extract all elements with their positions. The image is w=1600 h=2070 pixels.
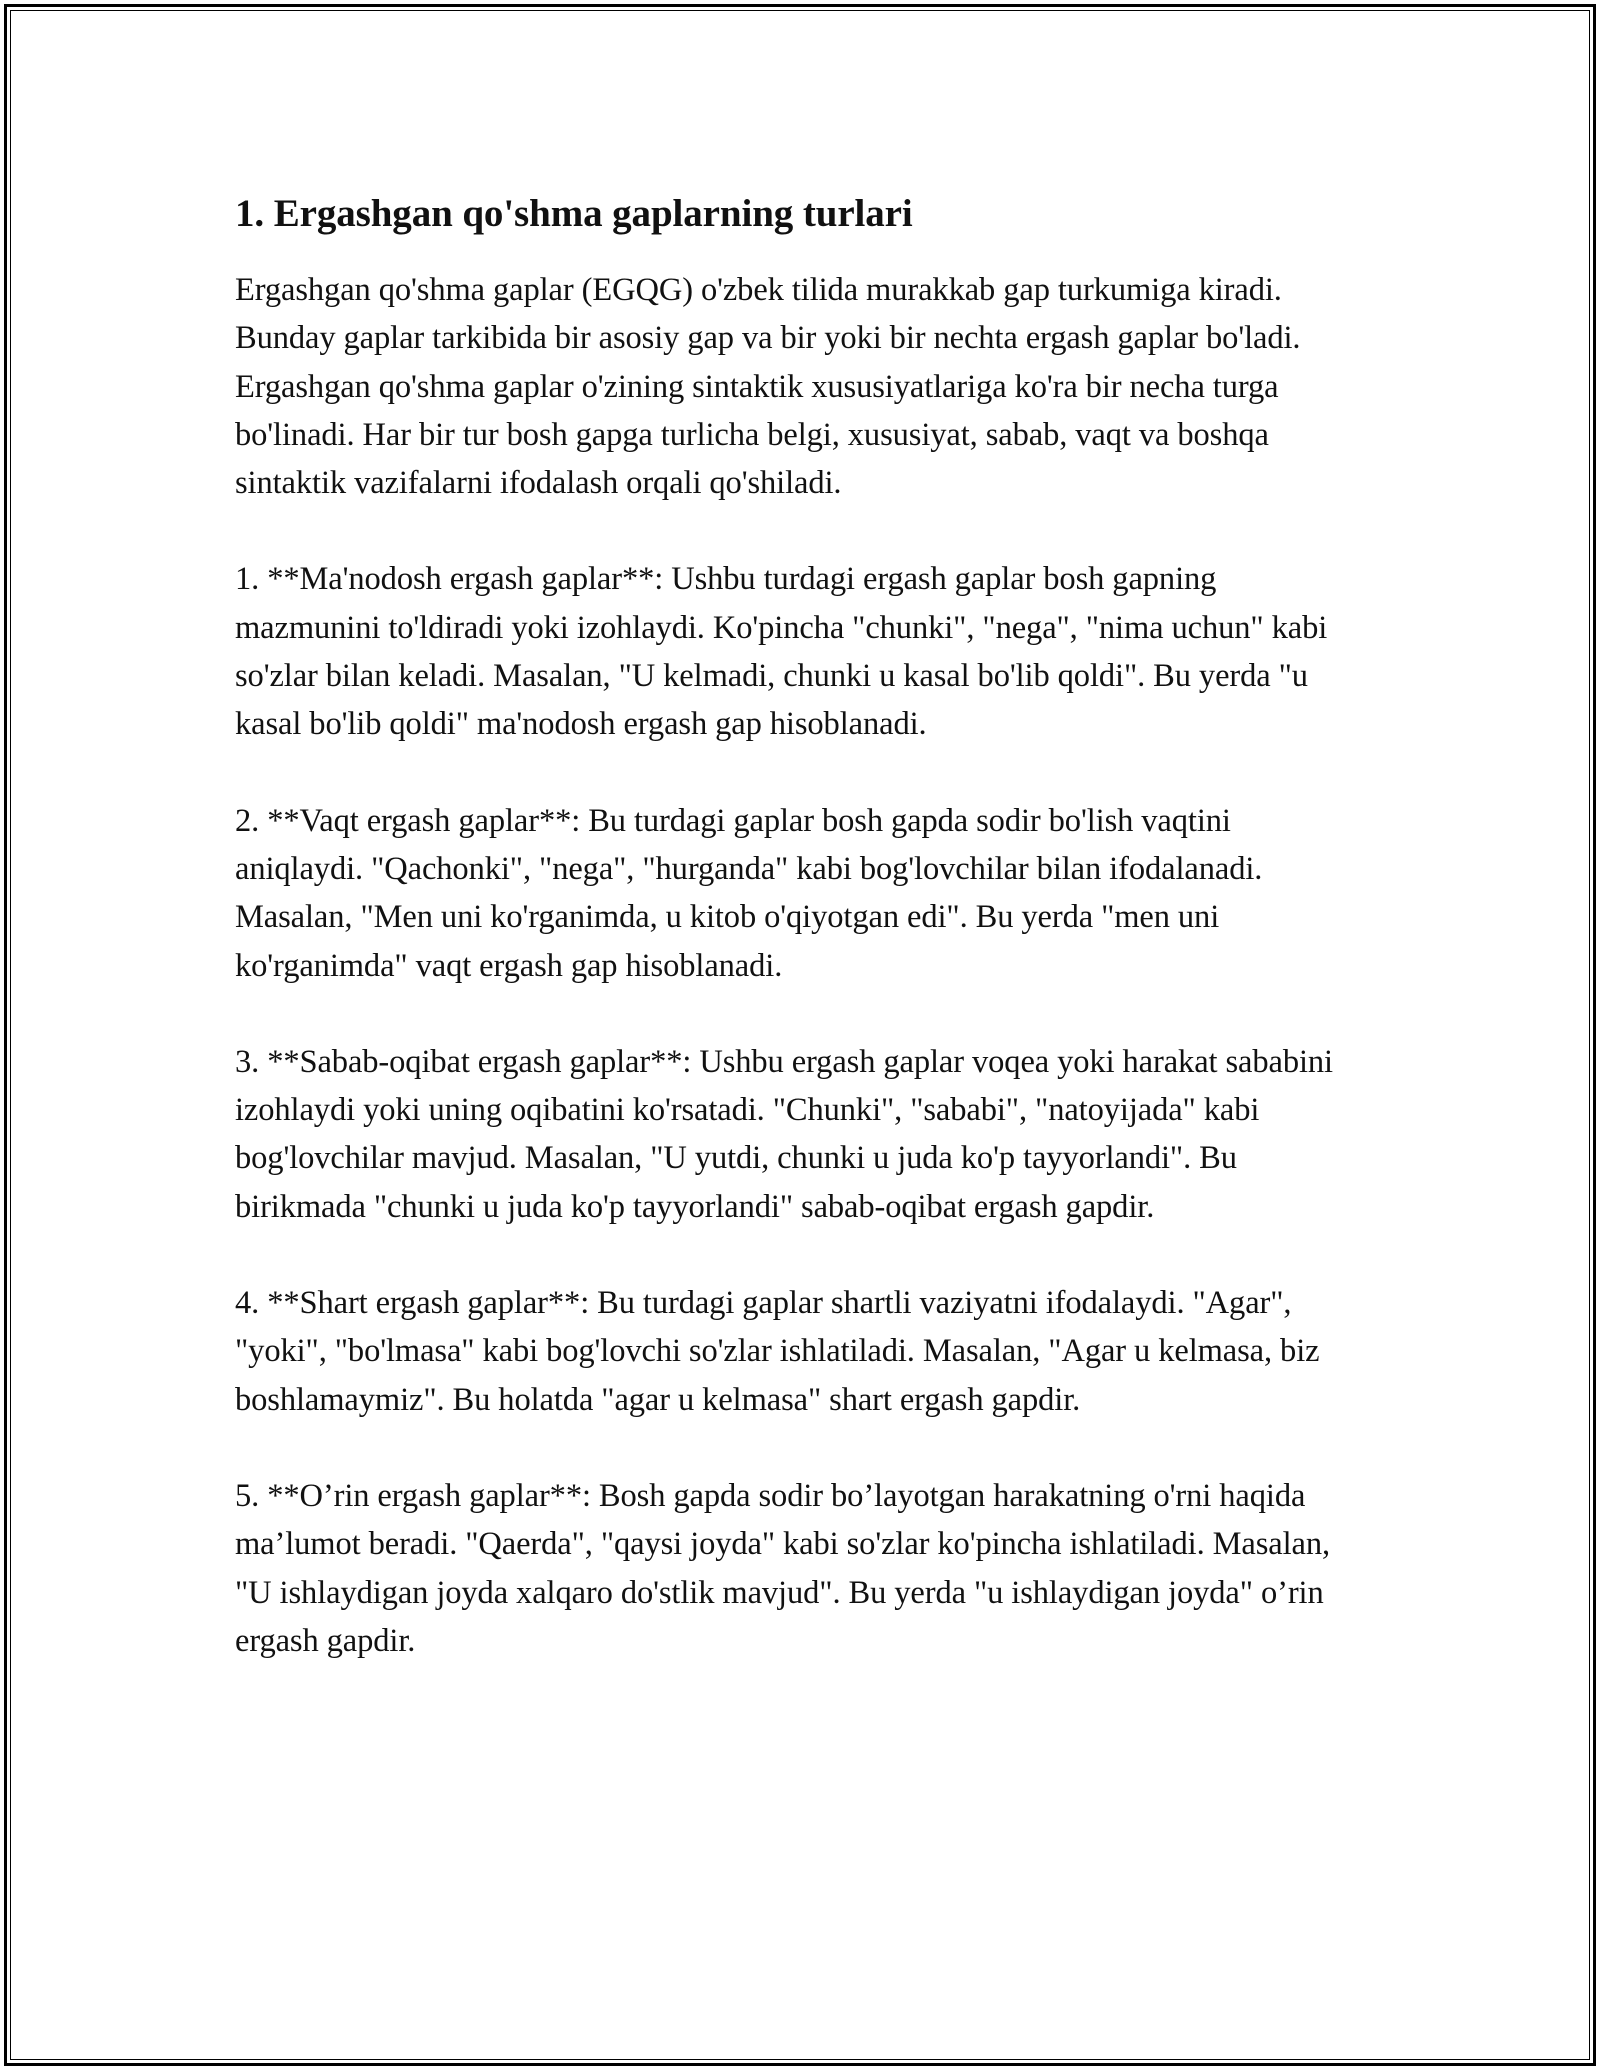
document-body [235,186,1365,1665]
paragraph-shart: 4. **Shart ergash gaplar**: Bu turdagi gaplar shartli vaziyatni ifodalaydi. "Agar", "yoki", "bo'lmasa" kabi bog'lovchi so'zlar ishlatiladi. Masalan, "Agar u kelmasa, biz boshlamaymiz". Bu holatda "agar u kelmasa" shart ergash gapdir. [235,1285,1320,1418]
paragraph-orin: 5. **O’rin ergash gaplar**: Bosh gapda sodir bo’layotgan harakatning o'rni haqida ma’lumot beradi. "Qaerda", "qaysi joyda" kabi so'zlar ko'pincha ishlatiladi. Masalan, "U ishlaydigan joyda xalqaro do'stlik mavjud". Bu yerda "u ishlaydigan joyda" o’rin ergash gapdir. [235,1477,1331,1659]
intro-paragraph: Ergashgan qo'shma gaplar (EGQG) o'zbek tilida murakkab gap turkumiga kiradi. Bunday gaplar tarkibida bir asosiy gap va bir yoki bir nechta ergash gaplar bo'ladi. Ergashgan qo'shma gaplar o'zining sintaktik xususiyatlariga ko'ra bir necha turga bo'linadi. Har bir tur bosh gapga turlicha belgi, xususiyat, sabab, vaqt va boshqa sintaktik vazifalarni ifodalash orqali qo'shiladi. [235,272,1301,502]
paragraph-manodosh: 1. **Ma'nodosh ergash gaplar**: Ushbu turdagi ergash gaplar bosh gapning mazmunini to'ldiradi yoki izohlaydi. Ko'pincha "chunki", "nega", "nima uchun" kabi so'zlar bilan keladi. Masalan, "U kelmadi, chunki u kasal bo'lib qoldi". Bu yerda "u kasal bo'lib qoldi" ma'nodosh ergash gap hisoblanadi. [235,561,1328,743]
paragraph-sabab-oqibat: 3. **Sabab-oqibat ergash gaplar**: Ushbu ergash gaplar voqea yoki harakat sababini izohlaydi yoki uning oqibatini ko'rsatadi. "Chunki", "sababi", "natoyijada" kabi bog'lovchilar mavjud. Masalan, "U yutdi, chunki u juda ko'p tayyorlandi". Bu birikmada "chunki u juda ko'p tayyorlandi" sabab-oqibat ergash gapdir. [235,1043,1333,1225]
document-title: 1. Ergashgan qo'shma gaplarning turlari [235,192,913,235]
paragraph-vaqt: 2. **Vaqt ergash gaplar**: Bu turdagi gaplar bosh gapda sodir bo'lish vaqtini aniqlaydi. "Qachonki", "nega", "hurganda" kabi bog'lovchilar bilan ifodalanadi. Masalan, "Men uni ko'rganimda, u kitob o'qiyotgan edi". Bu yerda "men uni ko'rganimda" vaqt ergash gap hisoblanadi. [235,802,1263,984]
